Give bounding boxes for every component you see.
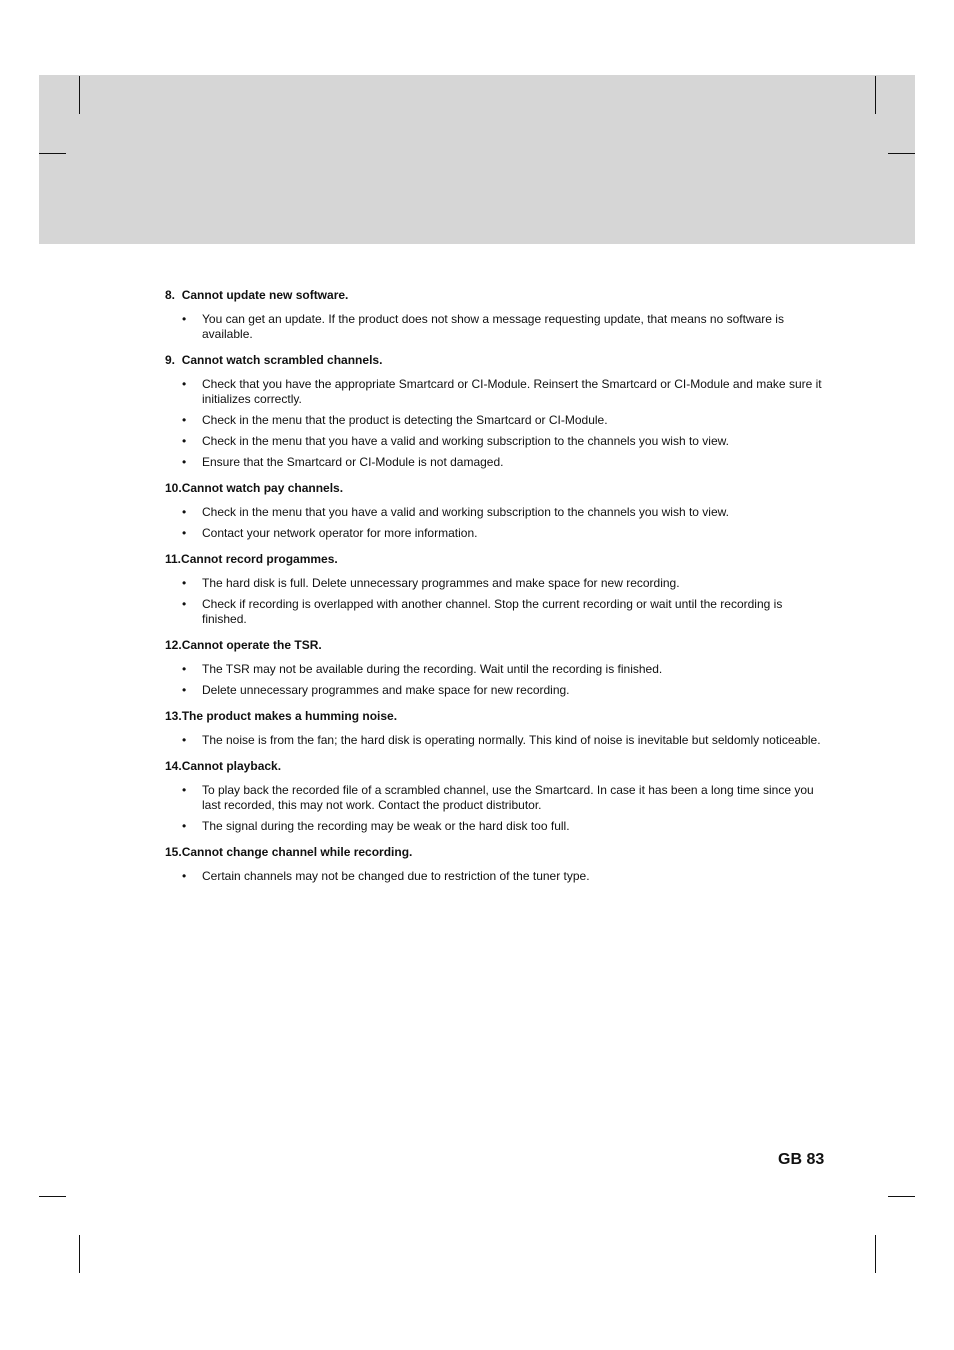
- bullet-list: [165, 505, 827, 541]
- item-title: Cannot watch scrambled channels.: [181, 353, 383, 367]
- item-heading: [165, 552, 827, 567]
- bullet-text: The signal during the recording may be weak or the hard disk too full.: [202, 819, 570, 833]
- troubleshooting-item: [165, 481, 827, 541]
- bullet-icon: •: [182, 783, 187, 797]
- bullet-text: Contact your network operator for more information.: [202, 526, 478, 540]
- troubleshooting-item: [165, 845, 827, 884]
- bullet-list: [165, 783, 827, 834]
- bullet-icon: •: [182, 377, 187, 391]
- item-heading: [165, 353, 827, 368]
- item-heading: [165, 481, 827, 496]
- bullet-text: Check in the menu that you have a valid and working subscription to the channels you wish to view.: [202, 505, 729, 519]
- bullet-text: Check in the menu that the product is detecting the Smartcard or CI-Module.: [202, 413, 608, 427]
- bullet-icon: •: [182, 683, 187, 697]
- bullet-item: [165, 819, 827, 834]
- bullet-text: Ensure that the Smartcard or CI-Module is not damaged.: [202, 455, 504, 469]
- item-number: 10.: [165, 481, 182, 495]
- item-title: Cannot operate the TSR.: [181, 638, 322, 652]
- troubleshooting-list: [165, 288, 827, 895]
- troubleshooting-item: [165, 759, 827, 834]
- bullet-icon: •: [182, 869, 187, 883]
- page-number: GB 83: [778, 1151, 825, 1168]
- bullet-item: [165, 312, 827, 342]
- bullet-list: [165, 377, 827, 470]
- bullet-icon: •: [182, 576, 187, 590]
- crop-mark-bottom-right-horizontal: [888, 1196, 915, 1197]
- bullet-text: Delete unnecessary programmes and make space for new recording.: [202, 683, 570, 697]
- item-title: Cannot change channel while recording.: [181, 845, 413, 859]
- bullet-item: [165, 576, 827, 591]
- troubleshooting-item: [165, 288, 827, 342]
- item-number: 8.: [165, 288, 182, 302]
- bullet-item: [165, 526, 827, 541]
- crop-mark-bottom-left-horizontal: [39, 1196, 66, 1197]
- bullet-item: [165, 869, 827, 884]
- item-heading: [165, 759, 827, 774]
- bullet-item: [165, 505, 827, 520]
- bullet-text: Check that you have the appropriate Smartcard or CI-Module. Reinsert the Smartcard or CI-Module and make sure it initializes correctly.: [202, 377, 822, 406]
- bullet-icon: •: [182, 505, 187, 519]
- bullet-item: [165, 597, 827, 627]
- item-heading: [165, 288, 827, 303]
- troubleshooting-item: [165, 552, 827, 627]
- item-title: The product makes a humming noise.: [181, 709, 398, 723]
- bullet-list: [165, 576, 827, 627]
- bullet-icon: •: [182, 819, 187, 833]
- troubleshooting-item: [165, 638, 827, 698]
- bullet-item: [165, 413, 827, 428]
- crop-mark-top-left-horizontal: [39, 153, 66, 154]
- item-number: 9.: [165, 353, 182, 367]
- bullet-icon: •: [182, 526, 187, 540]
- bullet-text: Check in the menu that you have a valid and working subscription to the channels you wish to view.: [202, 434, 729, 448]
- bullet-item: [165, 377, 827, 407]
- crop-mark-bottom-left-vertical: [79, 1235, 80, 1273]
- bullet-list: [165, 662, 827, 698]
- bullet-icon: •: [182, 413, 187, 427]
- item-heading: [165, 709, 827, 724]
- bullet-icon: •: [182, 733, 187, 747]
- item-title: Cannot record progammes.: [181, 552, 338, 566]
- bullet-text: To play back the recorded file of a scrambled channel, use the Smartcard. In case it has been a long time since you last recorded, this may not work. Contact the product distributor.: [202, 783, 814, 812]
- bullet-text: Check if recording is overlapped with another channel. Stop the current recording or wait until the recording is finished.: [202, 597, 783, 626]
- header-band: [39, 75, 915, 244]
- troubleshooting-item: [165, 353, 827, 470]
- crop-mark-top-right-horizontal: [888, 153, 915, 154]
- item-title: Cannot playback.: [181, 759, 282, 773]
- item-heading: [165, 845, 827, 860]
- item-number: 14.: [165, 759, 182, 773]
- crop-mark-top-left-vertical: [79, 76, 80, 114]
- item-number: 13.: [165, 709, 182, 723]
- item-number: 15.: [165, 845, 182, 859]
- crop-mark-top-right-vertical: [875, 76, 876, 114]
- bullet-icon: •: [182, 434, 187, 448]
- bullet-item: [165, 662, 827, 677]
- bullet-text: The TSR may not be available during the recording. Wait until the recording is finished.: [202, 662, 663, 676]
- bullet-icon: •: [182, 455, 187, 469]
- bullet-list: [165, 312, 827, 342]
- bullet-text: The noise is from the fan; the hard disk is operating normally. This kind of noise is inevitable but seldomly noticeable.: [202, 733, 821, 747]
- bullet-item: [165, 434, 827, 449]
- bullet-item: [165, 733, 827, 748]
- item-title: Cannot watch pay channels.: [181, 481, 344, 495]
- item-number: 11.: [165, 552, 182, 566]
- bullet-item: [165, 683, 827, 698]
- bullet-icon: •: [182, 312, 187, 326]
- troubleshooting-item: [165, 709, 827, 748]
- crop-mark-bottom-right-vertical: [875, 1235, 876, 1273]
- bullet-item: [165, 455, 827, 470]
- item-number: 12.: [165, 638, 182, 652]
- bullet-icon: •: [182, 662, 187, 676]
- bullet-list: [165, 733, 827, 748]
- item-heading: [165, 638, 827, 653]
- bullet-text: The hard disk is full. Delete unnecessary programmes and make space for new recording.: [202, 576, 680, 590]
- item-title: Cannot update new software.: [181, 288, 349, 302]
- bullet-text: Certain channels may not be changed due to restriction of the tuner type.: [202, 869, 590, 883]
- bullet-item: [165, 783, 827, 813]
- bullet-icon: •: [182, 597, 187, 611]
- bullet-text: You can get an update. If the product does not show a message requesting update, that means no software is available.: [202, 312, 784, 341]
- bullet-list: [165, 869, 827, 884]
